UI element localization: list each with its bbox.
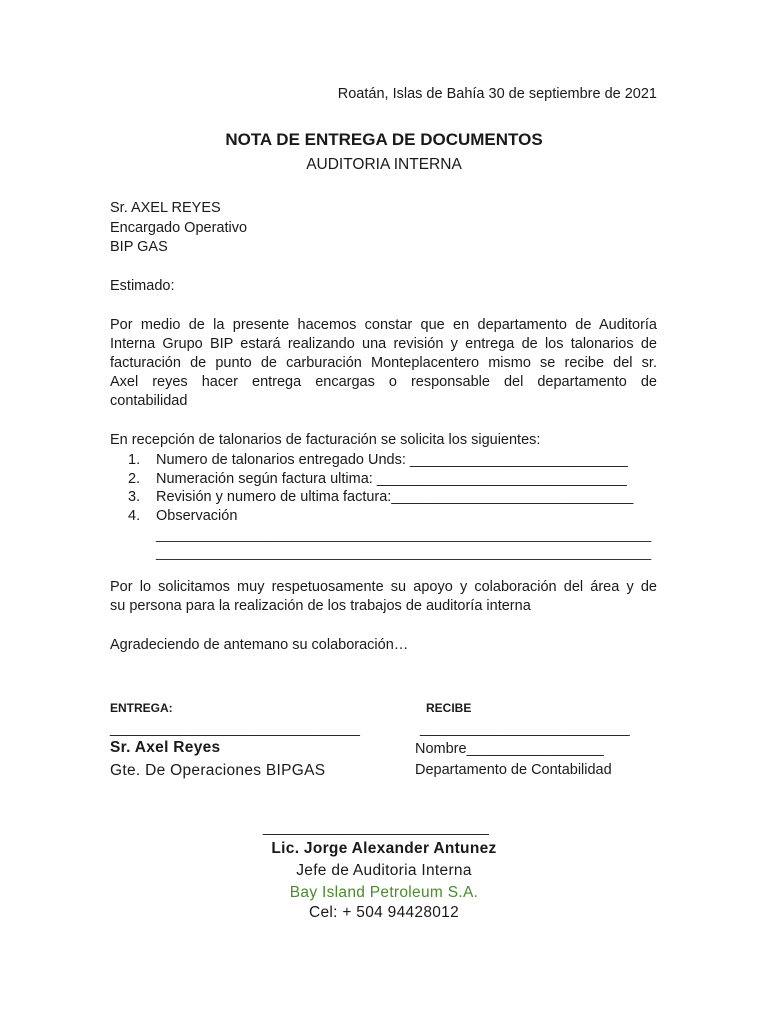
list-item xyxy=(128,507,633,526)
recipient-company: BIP GAS xyxy=(110,239,168,255)
thanks-line: Agradeciendo de antemano su colaboración… xyxy=(110,637,409,653)
list-item-number: 3. xyxy=(128,489,141,505)
auditor-phone: Cel: + 504 94428012 xyxy=(308,904,460,921)
list-item-text: Numeración según factura ultima: _______________________________ xyxy=(156,470,627,487)
observation-line: ________________________________________________________________ xyxy=(156,544,652,560)
request-intro: En recepción de talonarios de facturación se solicita los siguientes: xyxy=(110,432,541,448)
recipient-role: Encargado Operativo xyxy=(110,220,248,236)
body-line: contabilidad xyxy=(110,393,188,409)
body-line: Interna Grupo BIP estará realizando una revisión y entrega de los talonarios de xyxy=(110,336,657,352)
body-line: facturación de punto de carburación Monteplacentero mismo se recibe del sr. xyxy=(110,355,657,371)
body-line: Por medio de la presente hacemos constar que en departamento de Auditoría xyxy=(110,317,657,333)
auditor-title: Jefe de Auditoria Interna xyxy=(296,862,472,879)
request-list xyxy=(128,451,633,525)
entrega-label: ENTREGA: xyxy=(110,701,173,715)
list-item-number: 1. xyxy=(128,452,141,468)
recibe-label: RECIBE xyxy=(426,701,472,715)
list-item xyxy=(128,451,633,470)
list-item-number: 4. xyxy=(128,507,141,524)
entrega-signature-line: _______________________________ xyxy=(110,721,360,737)
observation-line: ________________________________________________________________ xyxy=(156,526,652,542)
closing-line: Por lo solicitamos muy respetuosamente su apoyo y colaboración del área y de xyxy=(110,579,657,595)
entrega-title: Gte. De Operaciones BIPGAS xyxy=(110,762,326,779)
body-paragraph xyxy=(110,316,657,411)
list-item-text: Observación xyxy=(156,507,238,524)
list-item-text: Revisión y numero de ultima factura:______________________________ xyxy=(156,489,634,505)
date-line: Roatán, Islas de Bahía 30 de septiembre de 2021 xyxy=(337,86,657,102)
auditor-company: Bay Island Petroleum S.A. xyxy=(289,884,479,901)
closing-paragraph xyxy=(110,578,657,616)
list-item-number: 2. xyxy=(128,470,141,487)
recibe-name: Nombre_________________ xyxy=(415,741,604,757)
document-title: NOTA DE ENTREGA DE DOCUMENTOS xyxy=(225,130,543,149)
auditor-signature-line: ____________________________ xyxy=(263,820,489,836)
recipient-name: Sr. AXEL REYES xyxy=(110,200,221,216)
body-line: Axel reyes hacer entrega encargas o responsable del departamento de xyxy=(110,374,657,390)
entrega-name: Sr. Axel Reyes xyxy=(110,739,221,756)
document-subtitle: AUDITORIA INTERNA xyxy=(306,156,462,173)
closing-line: su persona para la realización de los trabajos de auditoría interna xyxy=(110,598,531,614)
auditor-name: Lic. Jorge Alexander Antunez xyxy=(271,840,497,857)
list-item-text: Numero de talonarios entregado Unds: ___________________________ xyxy=(156,452,628,468)
recibe-signature-line: __________________________ xyxy=(420,721,630,737)
recibe-title: Departamento de Contabilidad xyxy=(415,762,612,778)
list-item xyxy=(128,488,633,507)
greeting: Estimado: xyxy=(110,278,175,294)
list-item xyxy=(128,470,633,489)
